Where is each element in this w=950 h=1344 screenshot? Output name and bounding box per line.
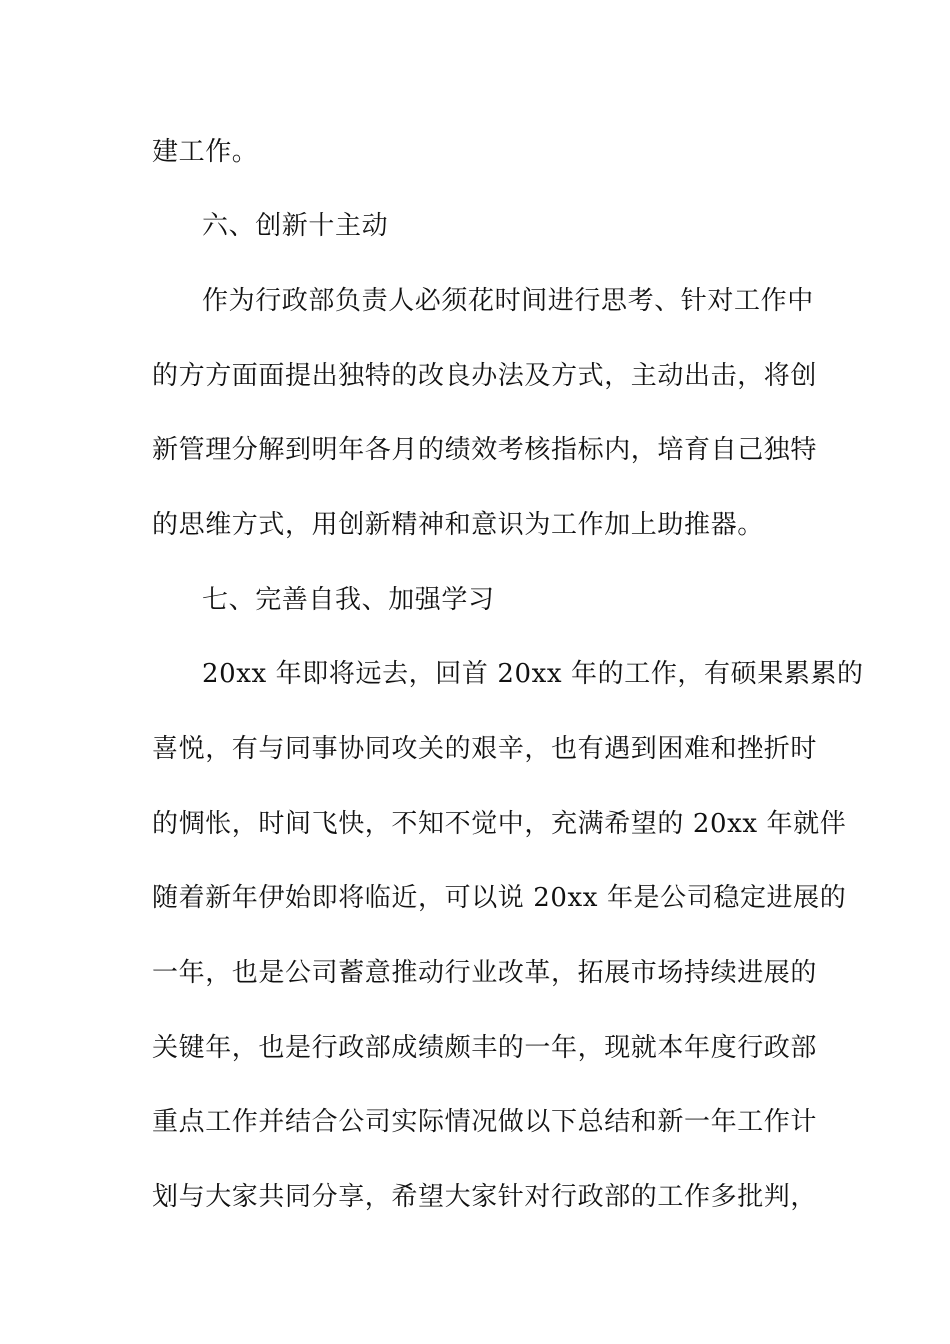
text-line: 随着新年伊始即将临近，可以说 20xx 年是公司稳定进展的 [152,883,847,913]
text-line: 的思维方式，用创新精神和意识为工作加上助推器。 [152,510,764,540]
text-line: 一年，也是公司蓄意推动行业改革，拓展市场持续进展的 [152,958,818,988]
text-line: 重点工作并结合公司实际情况做以下总结和新一年工作计 [152,1107,818,1137]
text-line: 新管理分解到明年各月的绩效考核指标内，培育自己独特 [152,435,818,465]
text-line: 建工作。 [152,137,259,167]
section-heading: 六、创新十主动 [202,211,389,241]
text-line: 20xx 年即将远去，回首 20xx 年的工作，有硕果累累的 [202,659,864,689]
text-line: 的惆怅，时间飞快，不知不觉中，充满希望的 20xx 年就伴 [152,809,847,839]
text-line: 喜悦，有与同事协同攻关的艰辛，也有遇到困难和挫折时 [152,734,818,764]
text-line: 划与大家共同分享，希望大家针对行政部的工作多批判， [152,1182,818,1212]
text-line: 作为行政部负责人必须花时间进行思考、针对工作中 [202,286,814,316]
section-heading: 七、完善自我、加强学习 [202,585,495,615]
text-line: 的方方面面提出独特的改良办法及方式，主动出击，将创 [152,361,818,391]
text-line: 关键年，也是行政部成绩颇丰的一年，现就本年度行政部 [152,1033,818,1063]
